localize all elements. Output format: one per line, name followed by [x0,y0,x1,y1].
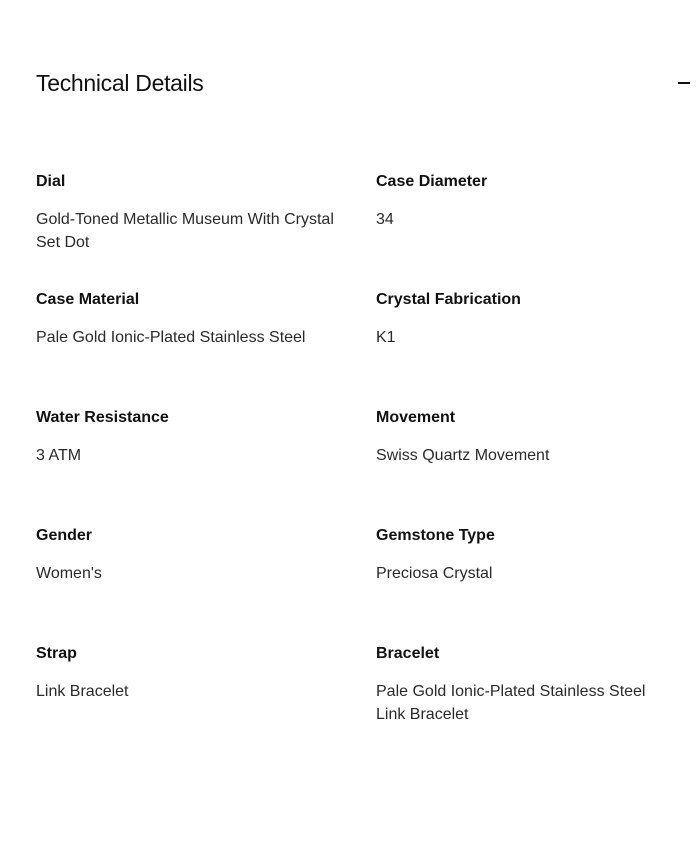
detail-dial [36,172,376,290]
collapse-button[interactable] [678,74,692,92]
detail-label: Water Resistance [36,409,169,426]
detail-gender [36,526,376,644]
detail-value: Pale Gold Ionic-Plated Stainless Steel Link Bracelet [376,683,646,723]
detail-strap [36,644,376,762]
detail-water-resistance [36,408,376,526]
detail-value: K1 [376,329,396,346]
detail-movement [376,408,696,526]
detail-bracelet [376,644,696,762]
detail-value: Link Bracelet [36,683,129,700]
detail-value: Swiss Quartz Movement [376,447,550,464]
detail-value: Gold-Toned Metallic Museum With Crystal Set Dot [36,211,334,251]
detail-label: Bracelet [376,645,440,662]
detail-value: Pale Gold Ionic-Plated Stainless Steel [36,329,306,346]
detail-case-diameter [376,172,696,290]
detail-value: Women's [36,565,102,582]
technical-details-grid [36,172,696,762]
detail-value: 34 [376,211,394,228]
detail-crystal-fabrication [376,290,696,408]
detail-label: Dial [36,173,66,190]
detail-label: Case Material [36,291,140,308]
technical-details-header[interactable] [36,66,700,100]
detail-label: Strap [36,645,77,662]
detail-label: Gender [36,527,93,544]
section-title: Technical Details [36,69,204,96]
detail-value: 3 ATM [36,447,82,464]
detail-label: Case Diameter [376,173,488,190]
detail-label: Movement [376,409,456,426]
detail-case-material [36,290,376,408]
detail-gemstone-type [376,526,696,644]
minus-icon [678,82,690,84]
detail-label: Gemstone Type [376,527,495,544]
detail-label: Crystal Fabrication [376,291,521,308]
detail-value: Preciosa Crystal [376,565,493,582]
